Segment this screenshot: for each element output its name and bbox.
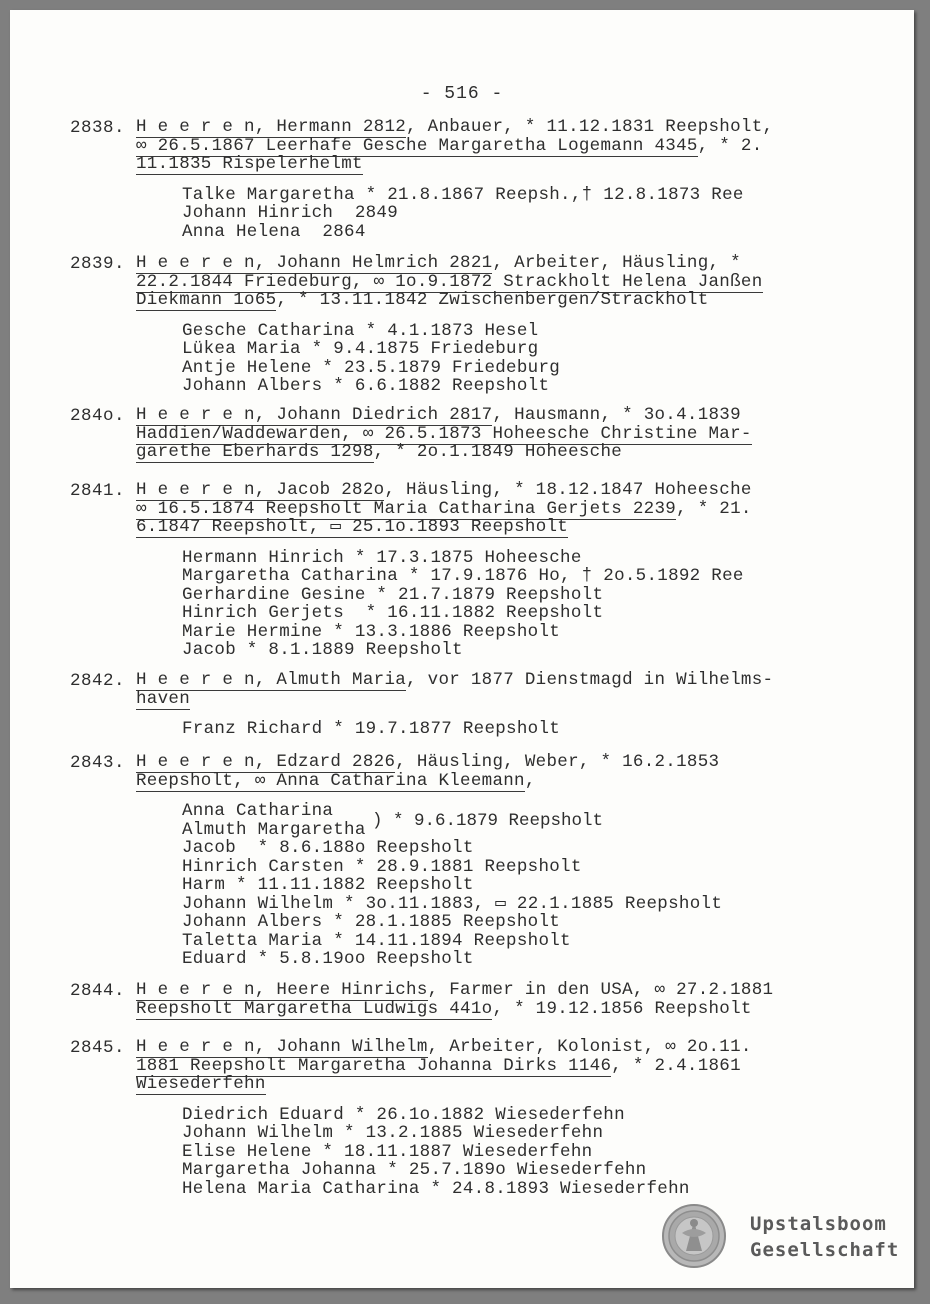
child-entry: Anna Helena 2864 bbox=[182, 221, 366, 242]
entry-details: , * 2o.1.1849 Hoheesche bbox=[373, 442, 623, 462]
underlined-name: ∞ 26.5.1867 Leerhafe Gesche Margaretha Logemann 4345 bbox=[136, 135, 698, 156]
twins-birth-note: ) * 9.6.1879 Reepsholt bbox=[372, 811, 604, 832]
entry-number: 2844. bbox=[70, 981, 126, 1001]
underlined-name: H e e r e n, Heere Hinrichs bbox=[136, 980, 428, 1000]
child-entry: Margaretha Catharina * 17.9.1876 Ho, † 2o.5.1892 Ree bbox=[182, 566, 744, 586]
entry-text-line bbox=[136, 1057, 741, 1075]
underlined-name: 11.1835 Rispelerhelmt bbox=[136, 154, 363, 174]
child-entry: Johann Wilhelm * 3o.11.1883, ▭ 22.1.1885 Reepsholt bbox=[182, 893, 723, 914]
entry-text-line bbox=[136, 1000, 752, 1018]
entry-text-line bbox=[136, 690, 190, 708]
child-entry: Gerhardine Gesine * 21.7.1879 Reepsholt bbox=[182, 584, 604, 605]
entry-details: , Häusling, * 18.12.1847 Hoheesche bbox=[384, 480, 752, 500]
child-entry: Hermann Hinrich * 17.3.1875 Hoheesche bbox=[182, 547, 582, 568]
child-entry: Johann Albers * 6.6.1882 Reepsholt bbox=[182, 376, 550, 396]
entry-text-line bbox=[136, 273, 763, 291]
child-entry: Lükea Maria * 9.4.1875 Friedeburg bbox=[182, 339, 539, 359]
child-entry: Talke Margaretha * 21.8.1867 Reepsh.,† 12.8.1873 Ree bbox=[182, 184, 744, 205]
entry-number: 284o. bbox=[70, 406, 126, 426]
entry-text-line bbox=[136, 118, 773, 136]
entry-details: , Arbeiter, Häusling, * bbox=[492, 253, 741, 273]
underlined-name: H e e r e n, Edzard 2826 bbox=[136, 752, 396, 772]
child-entry: Franz Richard * 19.7.1877 Reepsholt bbox=[182, 719, 561, 739]
page-number: - 516 - bbox=[420, 84, 504, 104]
entry-text-line bbox=[136, 500, 752, 518]
entry-text-line bbox=[136, 753, 719, 771]
underlined-name: H e e r e n, Johann Wilhelm bbox=[136, 1037, 428, 1057]
underlined-name: H e e r e n, Johann Diedrich 2817 bbox=[136, 405, 493, 425]
entry-details: , bbox=[524, 770, 536, 791]
underlined-name: Wiesederfehn bbox=[136, 1074, 266, 1094]
entry-details: , vor 1877 Dienstmagd in Wilhelms- bbox=[406, 670, 774, 690]
child-entry: Almuth Margaretha bbox=[182, 819, 366, 840]
entry-number: 2839. bbox=[70, 254, 126, 274]
child-entry: Hinrich Gerjets * 16.11.1882 Reepsholt bbox=[182, 603, 604, 623]
entry-number: 2845. bbox=[70, 1038, 126, 1058]
entry-details: , * 2. bbox=[697, 135, 763, 156]
logo-text-line1: Upstalsboom bbox=[750, 1213, 887, 1235]
child-entry: Marie Hermine * 13.3.1886 Reepsholt bbox=[182, 621, 561, 642]
child-entry: Johann Albers * 28.1.1885 Reepsholt bbox=[182, 912, 561, 932]
child-entry: Eduard * 5.8.19oo Reepsholt bbox=[182, 949, 474, 969]
entry-details: , Farmer in den USA, ∞ 27.2.1881 bbox=[427, 980, 774, 1000]
underlined-name: Reepsholt Margaretha Ludwigs 441o bbox=[136, 998, 493, 1019]
entry-number: 2838. bbox=[70, 118, 126, 138]
entry-number: 2843. bbox=[70, 753, 126, 773]
underlined-name: haven bbox=[136, 688, 191, 709]
child-entry: Johann Hinrich 2849 bbox=[182, 203, 399, 223]
entry-text-line bbox=[136, 481, 752, 499]
entry-details: , Hausmann, * 3o.4.1839 bbox=[492, 405, 741, 425]
entry-text-line bbox=[136, 671, 773, 689]
entry-text-line bbox=[136, 137, 763, 155]
entry-number: 2842. bbox=[70, 671, 126, 691]
entry-text-line bbox=[136, 1038, 752, 1056]
entry-text-line bbox=[136, 291, 709, 309]
child-entry: Elise Helene * 18.11.1887 Wiesederfehn bbox=[182, 1141, 593, 1162]
underlined-name: 1881 Reepsholt Margaretha Johanna Dirks 1146 bbox=[136, 1055, 612, 1076]
entry-text-line bbox=[136, 1075, 266, 1093]
entry-details: , * 13.11.1842 Zwischenbergen/Strackholt bbox=[276, 290, 709, 310]
entry-text-line bbox=[136, 406, 741, 424]
underlined-name: Diekmann 1o65 bbox=[136, 290, 277, 310]
entry-details: , Häusling, Weber, * 16.2.1853 bbox=[395, 752, 720, 772]
document-page bbox=[10, 10, 914, 1288]
underlined-name: 6.1847 Reepsholt, ▭ 25.1o.1893 Reepsholt bbox=[136, 517, 569, 537]
underlined-name: Haddien/Waddewarden, ∞ 26.5.1873 Hoheesche Christine Mar- bbox=[136, 423, 752, 444]
entry-details: , Arbeiter, Kolonist, ∞ 2o.11. bbox=[427, 1037, 752, 1057]
logo-text-line2: Gesellschaft bbox=[750, 1239, 900, 1261]
entry-details: , * 21. bbox=[676, 498, 752, 519]
entry-details: , * 19.12.1856 Reepsholt bbox=[492, 998, 752, 1019]
underlined-name: H e e r e n, Johann Helmrich 2821 bbox=[136, 253, 493, 273]
entry-text-line bbox=[136, 155, 363, 173]
child-entry: Taletta Maria * 14.11.1894 Reepsholt bbox=[182, 930, 571, 951]
child-entry: Hinrich Carsten * 28.9.1881 Reepsholt bbox=[182, 856, 582, 877]
entry-text-line bbox=[136, 443, 622, 461]
entry-text-line bbox=[136, 254, 741, 272]
child-entry: Jacob * 8.6.188o Reepsholt bbox=[182, 838, 474, 858]
child-entry: Jacob * 8.1.1889 Reepsholt bbox=[182, 640, 463, 660]
entry-details: , * 2.4.1861 bbox=[611, 1055, 741, 1076]
underlined-name: H e e r e n, Almuth Maria bbox=[136, 670, 407, 690]
underlined-name: H e e r e n, Jacob 282o bbox=[136, 480, 385, 500]
child-entry: Margaretha Johanna * 25.7.189o Wiesederfehn bbox=[182, 1160, 647, 1180]
entry-text-line bbox=[136, 425, 752, 443]
entry-text-line bbox=[136, 518, 568, 536]
entry-number: 2841. bbox=[70, 481, 126, 501]
entry-text-line bbox=[136, 772, 536, 790]
child-entry: Helena Maria Catharina * 24.8.1893 Wiesederfehn bbox=[182, 1178, 690, 1199]
child-entry: Anna Catharina bbox=[182, 801, 334, 821]
underlined-name: H e e r e n, Hermann 2812 bbox=[136, 117, 407, 137]
entry-details: , Anbauer, * 11.12.1831 Reepsholt, bbox=[406, 117, 774, 137]
child-entry: Johann Wilhelm * 13.2.1885 Wiesederfehn bbox=[182, 1123, 604, 1143]
underlined-name: Reepsholt, ∞ Anna Catharina Kleemann bbox=[136, 770, 525, 791]
child-entry: Gesche Catharina * 4.1.1873 Hesel bbox=[182, 320, 539, 341]
child-entry: Harm * 11.11.1882 Reepsholt bbox=[182, 875, 474, 895]
child-entry: Antje Helene * 23.5.1879 Friedeburg bbox=[182, 357, 561, 378]
underlined-name: garethe Eberhards 1298 bbox=[136, 442, 374, 462]
entry-text-line bbox=[136, 981, 773, 999]
underlined-name: 22.2.1844 Friedeburg, ∞ 1o.9.1872 Strackholt Helena Janßen bbox=[136, 271, 763, 292]
underlined-name: ∞ 16.5.1874 Reepsholt Maria Catharina Gerjets 2239 bbox=[136, 498, 677, 519]
child-entry: Diedrich Eduard * 26.1o.1882 Wiesederfehn bbox=[182, 1104, 625, 1125]
